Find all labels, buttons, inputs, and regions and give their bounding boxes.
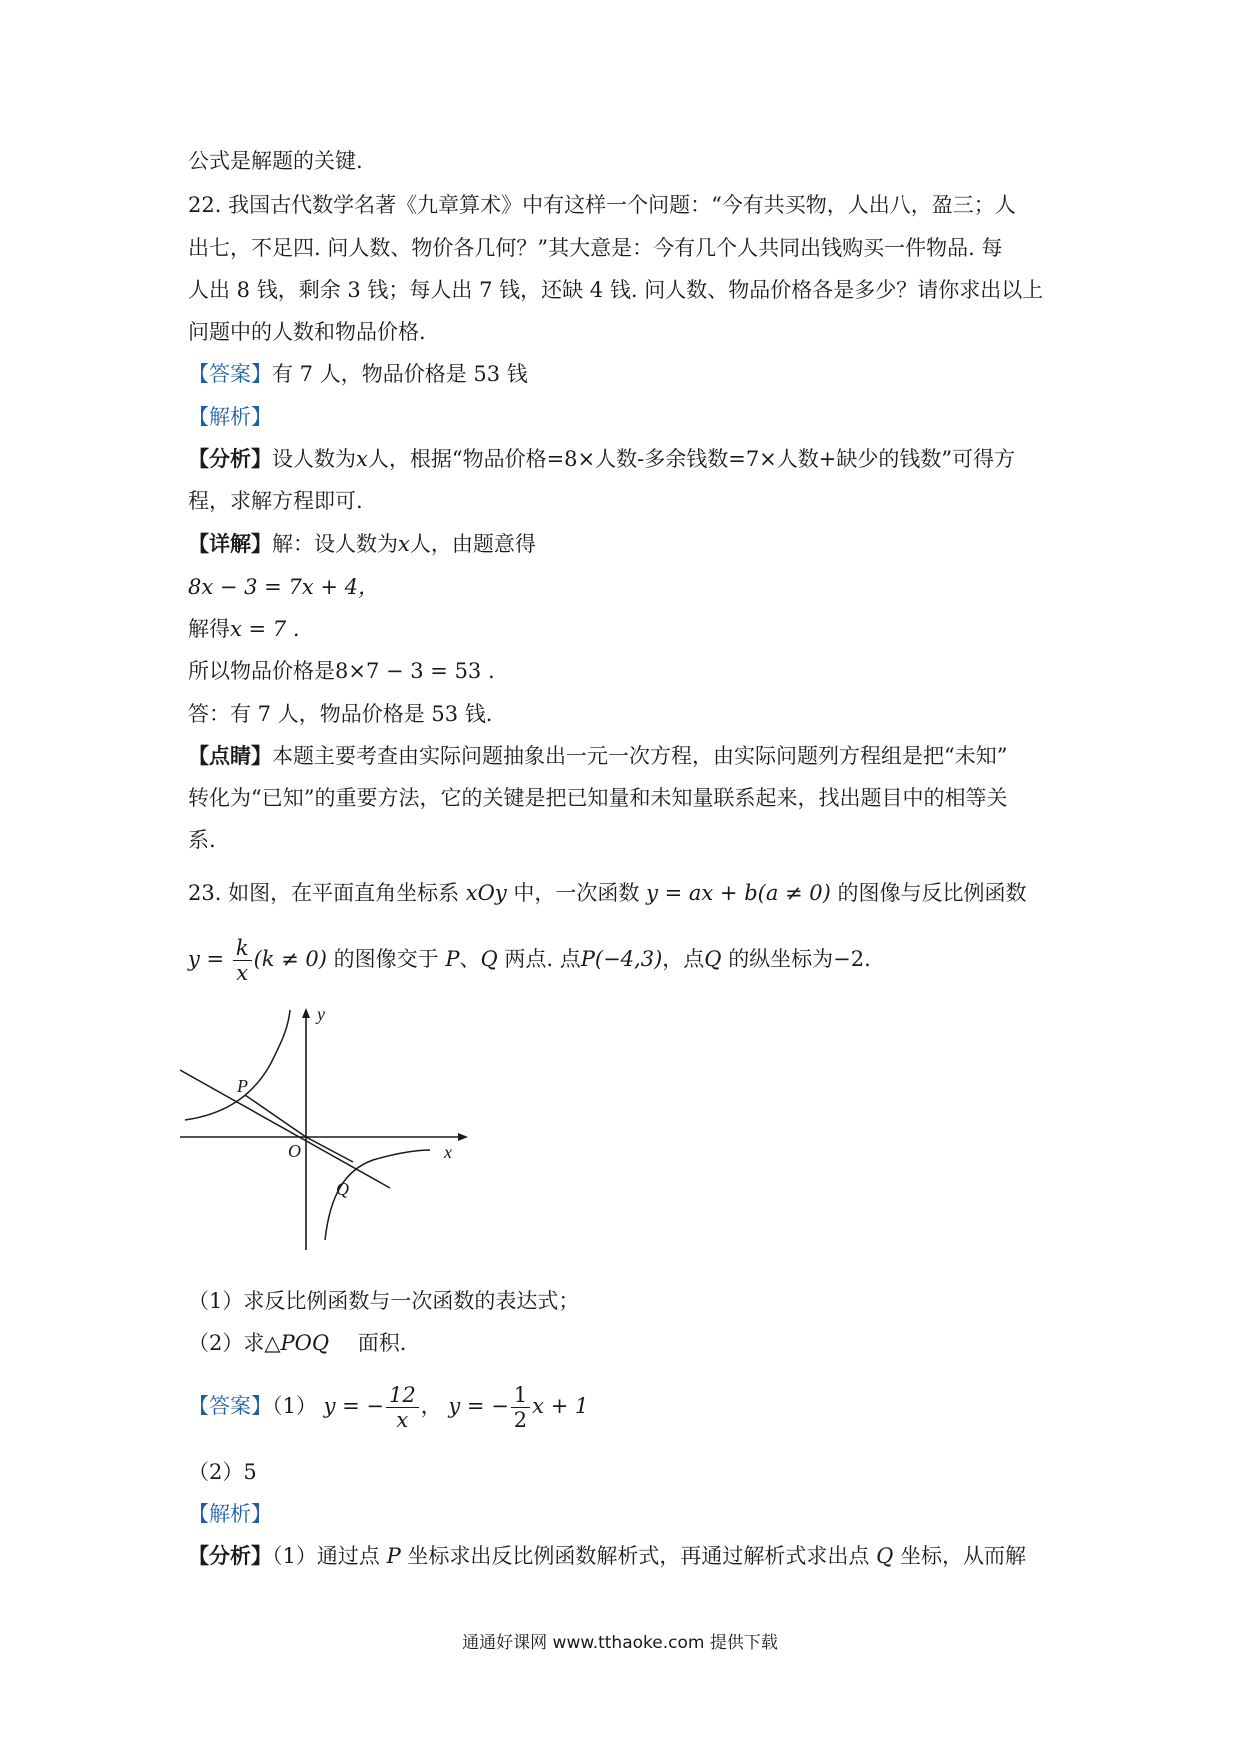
answer-23-separator: ， [420,1394,442,1418]
triangle-POQ: △POQ [264,1331,330,1355]
fraction-denominator: x [236,961,249,985]
text-line: 公式是解题的关键. [188,149,363,173]
point-P-label: P [445,947,460,971]
fenxi-22-line-2: 程，求解方程即可. [188,489,363,513]
sub2-prefix: （2）求 [188,1331,265,1355]
dianjing-text-a: 本题主要考查由实际问题抽象出一元一次方程，由实际问题列方程组是把“未知” [272,744,1008,768]
equation-2 [188,614,300,644]
fenxi-tag: 【分析】 [188,1543,272,1568]
equation-3-body: 8×7 − 3 = 53 . [335,659,495,683]
final-answer-22: 答：有 7 人，物品价格是 53 钱. [188,702,493,726]
point-Q-label: Q [480,947,498,971]
q23-text-3: 的图像与反比例函数 [837,881,1027,905]
answer-tag: 【答案】 [188,362,272,386]
q23-separator: 、 [459,947,481,971]
page-footer: 通通好课网 www.tthaoke.com 提供下载 [462,1633,778,1653]
linear-function-line [180,1070,390,1188]
coordinate-figure [180,990,480,1260]
fenxi-23-text-a: （1）通过点 [272,1544,380,1568]
question-22-line-3: 人出 8 钱，剩余 3 钱；每人出 7 钱，还缺 4 钱. 问人数、物品价格各是多少？请你求出以上 [188,278,1044,302]
analysis-tag: 【解析】 [188,1502,272,1526]
question-22-line-1: 22. 我国古代数学名著《九章算术》中有这样一个问题：“今有共买物，人出八，盈三；人 [188,193,1016,217]
fraction-denominator: x [396,1408,409,1432]
point-P-coords: P(−4,3) [580,947,663,971]
answer-23-y1: y = − [323,1394,384,1418]
q23-text-7: 的纵坐标为−2. [728,947,871,971]
x-axis-label: x [444,1142,452,1162]
q23-text-5: 两点. 点 [504,947,581,971]
xiangjie-tag: 【详解】 [188,531,272,556]
dianjing-22-line-1 [188,741,1007,771]
answer-23-y2: y = − [448,1394,509,1418]
q23-text-6: ，点 [662,947,705,971]
origin-label: O [288,1141,301,1161]
q23-y-eq: y = [188,947,225,971]
q23-coord-system: xOy [465,881,507,905]
equation-3-prefix: 所以物品价格是 [188,659,335,683]
equation-2-prefix: 解得 [188,617,230,641]
fenxi-22-text-b: 人，根据“物品价格=8×人数-多余钱数=7×人数+缺少的钱数”可得方 [367,447,1016,471]
hyperbola-branch-left [185,1010,290,1120]
y-axis-arrow [302,1008,310,1018]
point-Q-label: Q [704,947,722,971]
answer-23-tail: x + 1 [532,1394,589,1418]
segment-OP [245,1095,306,1137]
analysis-tag-23 [188,1499,272,1529]
q23-linear-function: y = ax + b(a ≠ 0) [646,881,831,905]
xiangjie-22 [188,529,536,559]
sub2-suffix: 面积. [357,1331,407,1355]
fraction-12-over-x [386,1383,419,1432]
answer-23-index-1: （1） [272,1394,317,1418]
fraction-numerator: 1 [511,1383,530,1408]
xiangjie-22-text-b: 人，由题意得 [409,532,536,556]
y-axis-label: y [317,1004,325,1024]
sub-question-2 [188,1328,406,1358]
fenxi-23-text-b: 坐标求出反比例函数解析式，再通过解析式求出点 [407,1544,870,1568]
question-22-line-4: 问题中的人数和物品价格. [188,320,426,344]
answer-23-part-1 [188,1380,588,1432]
q23-condition: (k ≠ 0) [253,947,327,971]
analysis-tag-22 [188,402,272,432]
var-x: x [398,532,410,556]
fenxi-23-line-1 [188,1541,1026,1571]
point-Q-figure-label: Q [336,1179,349,1199]
answer-22 [188,359,528,389]
fraction-denominator: 2 [513,1408,528,1432]
fraction-numerator: 12 [386,1383,419,1408]
answer-22-text: 有 7 人，物品价格是 53 钱 [272,362,528,386]
var-x: x [356,447,368,471]
answer-tag: 【答案】 [188,1394,272,1418]
q23-text-4: 的图像交于 [333,947,439,971]
answer-23-part-2: （2）5 [188,1460,257,1484]
dianjing-22-line-2: 转化为“已知”的重要方法，它的关键是把已知量和未知量联系起来，找出题目中的相等关 [188,786,1008,810]
question-23-line-2 [188,935,871,985]
q23-fraction-k-over-x [233,936,252,985]
fenxi-22-line-1 [188,444,1015,474]
equation-1: 8x − 3 = 7x + 4， [188,575,379,599]
dianjing-22-line-3: 系. [188,828,216,852]
fraction-1-over-2 [511,1383,530,1432]
fraction-numerator: k [233,936,252,961]
dianjing-tag: 【点睛】 [188,743,272,768]
question-23-line-1 [188,878,1027,908]
sub-question-1: （1）求反比例函数与一次函数的表达式； [188,1289,580,1313]
fenxi-22-text-a: 设人数为 [272,447,356,471]
equation-2-body: x = 7 . [230,617,300,641]
segment-OQ [306,1137,353,1162]
xiangjie-22-text-a: 解：设人数为 [272,532,398,556]
q23-text-1: 23. 如图，在平面直角坐标系 [188,881,460,905]
analysis-tag: 【解析】 [188,405,272,429]
fenxi-tag: 【分析】 [188,446,272,471]
question-22-line-2: 出七，不足四. 问人数、物价各几何？”其大意是：今有几个人共同出钱购买一件物品. 每 [188,236,1003,260]
point-Q-label: Q [876,1544,894,1568]
equation-3 [188,656,495,686]
q23-text-2: 中，一次函数 [513,881,640,905]
x-axis-arrow [458,1133,468,1141]
point-P-figure-label: P [237,1076,248,1096]
fenxi-23-text-c: 坐标，从而解 [899,1544,1026,1568]
point-P-label: P [386,1544,401,1568]
